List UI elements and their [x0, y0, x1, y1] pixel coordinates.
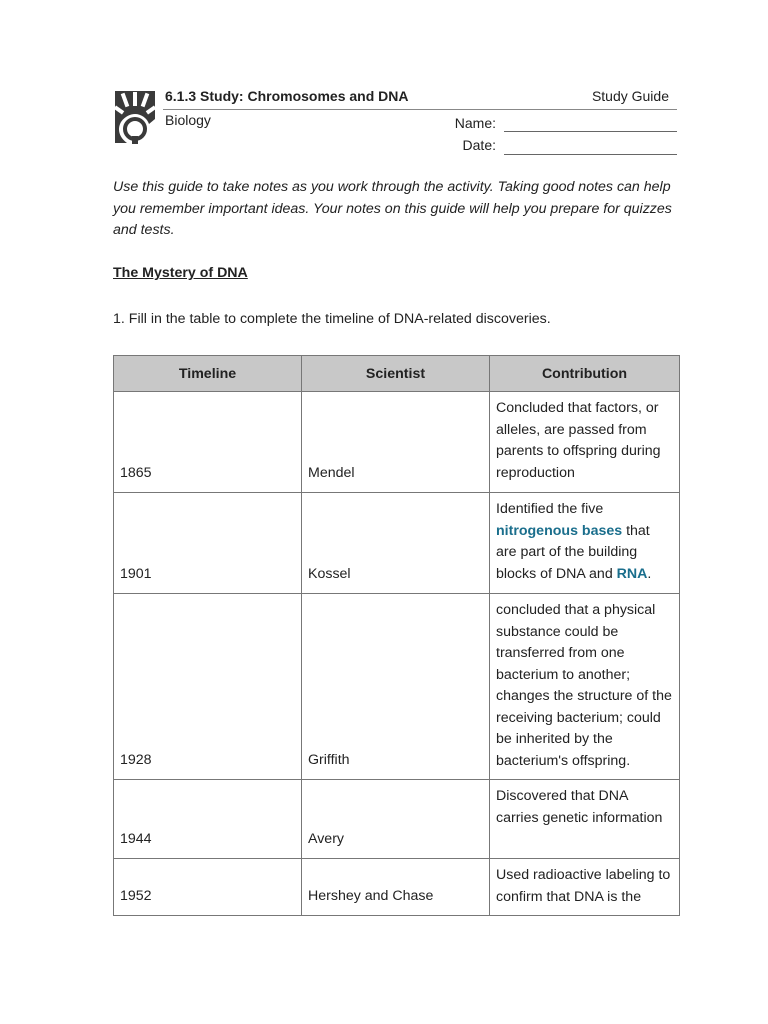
contribution-text: .	[647, 565, 652, 582]
timeline-cell: 1944	[114, 780, 302, 859]
scientist-cell: Kossel	[302, 493, 490, 594]
scientist-cell: Hershey and Chase	[302, 859, 490, 916]
contribution-cell[interactable]: Used radioactive labeling to confirm that DNA is the	[490, 859, 680, 916]
table-row	[114, 392, 680, 493]
timeline-cell: 1901	[114, 493, 302, 594]
intro-instructions: Use this guide to take notes as you work through the activity. Taking good notes can help you remember important ideas. Your notes on this guide will help you prepare for quizzes and tests.	[113, 179, 672, 238]
contribution-cell[interactable]: Discovered that DNA carries genetic information	[490, 780, 680, 859]
table-row	[114, 780, 680, 859]
name-label: Name:	[454, 115, 496, 131]
header-divider	[163, 109, 677, 110]
date-label: Date:	[462, 137, 496, 153]
contribution-text: that are part of the building blocks of DNA and	[496, 522, 650, 582]
name-field[interactable]	[504, 131, 677, 132]
question-1: 1. Fill in the table to complete the timeline of DNA-related discoveries.	[113, 311, 551, 327]
scientist-cell: Griffith	[302, 594, 490, 780]
date-field[interactable]	[504, 154, 677, 155]
column-header-scientist: Scientist	[302, 356, 490, 392]
column-header-contribution: Contribution	[490, 356, 680, 392]
column-header-timeline: Timeline	[114, 356, 302, 392]
document-type: Study Guide	[591, 88, 669, 104]
keyword-nitrogenous-bases: nitrogenous bases	[496, 522, 623, 539]
contribution-cell[interactable]: Concluded that factors, or alleles, are passed from parents to offspring during reproduction	[490, 392, 680, 493]
timeline-cell: 1952	[114, 859, 302, 916]
contribution-text: Identified the five	[496, 501, 604, 517]
scientist-cell: Avery	[302, 780, 490, 859]
document-title: 6.1.3 Study: Chromosomes and DNA	[165, 88, 409, 104]
timeline-cell: 1928	[114, 594, 302, 780]
scientist-cell: Mendel	[302, 392, 490, 493]
table-row	[114, 594, 680, 780]
keyword-rna: RNA	[616, 565, 648, 582]
table-row	[114, 493, 680, 594]
table-row	[114, 859, 680, 916]
contribution-cell[interactable]	[490, 493, 680, 594]
section-heading: The Mystery of DNA	[113, 265, 248, 281]
timeline-cell: 1865	[114, 392, 302, 493]
subject-label: Biology	[165, 112, 211, 128]
contribution-cell[interactable]: concluded that a physical substance could be transferred from one bacterium to another; changes the structure of the receiving bacterium; could be inherited by the bacterium's offspring.	[490, 594, 680, 780]
timeline-table	[113, 355, 680, 916]
apex-logo-icon	[113, 89, 157, 145]
table-header-row	[114, 356, 680, 392]
